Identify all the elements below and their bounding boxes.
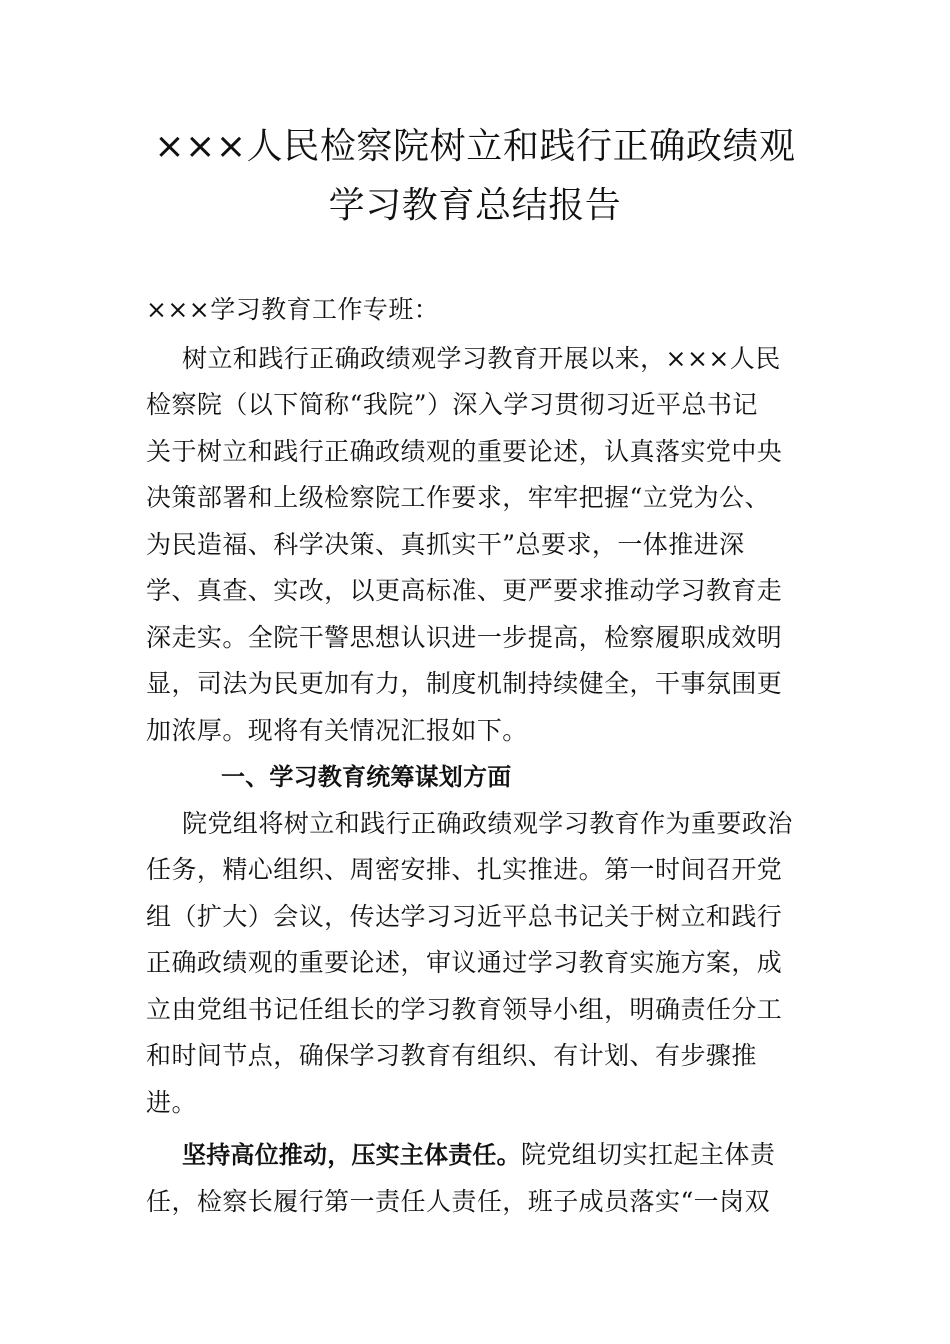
- paragraph-line: 学、真查、实改，以更高标准、更严要求推动学习教育走: [146, 576, 783, 605]
- salutation: ×××学习教育工作专班：: [146, 295, 440, 324]
- paragraph-line: 检察院（以下简称“我院”）深入学习贯彻习近平总书记: [146, 390, 758, 419]
- paragraph-line: 显，司法为民更加有力，制度机制持续健全，干事氛围更: [146, 669, 783, 698]
- paragraph-line: 树立和践行正确政绩观学习教育开展以来，×××人民: [182, 343, 781, 373]
- paragraph-line: 任务，精心组织、周密安排、扎实推进。第一时间召开党: [146, 855, 783, 884]
- title-line-1: ×××人民检察院树立和践行正确政绩观: [154, 126, 796, 167]
- paragraph-line: 为民造福、科学决策、真抓实干”总要求，一体推进深: [146, 529, 745, 559]
- document-title: [120, 117, 830, 235]
- bold-lead-text: 坚持高位推动，压实主体责任。: [182, 1141, 521, 1169]
- paragraph-line: 深走实。全院干警思想认识进一步提高，检察履职成效明: [146, 622, 783, 652]
- paragraph-line: 院党组将树立和践行正确政绩观学习教育作为重要政治: [182, 808, 793, 838]
- paragraph-line: 组（扩大）会议，传达学习习近平总书记关于树立和践行: [146, 901, 783, 931]
- paragraph-overview: [146, 801, 796, 1127]
- paragraph-line: [146, 1132, 796, 1179]
- paragraph-responsibility: [146, 1132, 796, 1225]
- paragraph-line: 任，检察长履行第一责任人责任，班子成员落实“一岗双: [146, 1186, 771, 1216]
- paragraph-line: 进。: [146, 1087, 197, 1117]
- paragraph-line: 关于树立和践行正确政绩观的重要论述，认真落实党中央: [146, 436, 783, 466]
- paragraph-line: 和时间节点，确保学习教育有组织、有计划、有步骤推: [146, 1041, 757, 1070]
- paragraph-intro: [146, 336, 796, 755]
- title-line-2: 学习教育总结报告: [328, 185, 622, 226]
- paragraph-line-text: 院党组切实扛起主体责: [520, 1140, 776, 1169]
- section-heading: 一、学习教育统筹谋划方面: [221, 763, 512, 791]
- document-body: [146, 287, 796, 1225]
- paragraph-line: 决策部署和上级检察院工作要求，牢牢把握“立党为公、: [146, 483, 771, 512]
- paragraph-line: 立由党组书记任组长的学习教育领导小组，明确责任分工: [146, 994, 783, 1024]
- paragraph-line: 正确政绩观的重要论述，审议通过学习教育实施方案，成: [146, 948, 783, 977]
- paragraph-line: 加浓厚。现将有关情况汇报如下。: [146, 715, 528, 745]
